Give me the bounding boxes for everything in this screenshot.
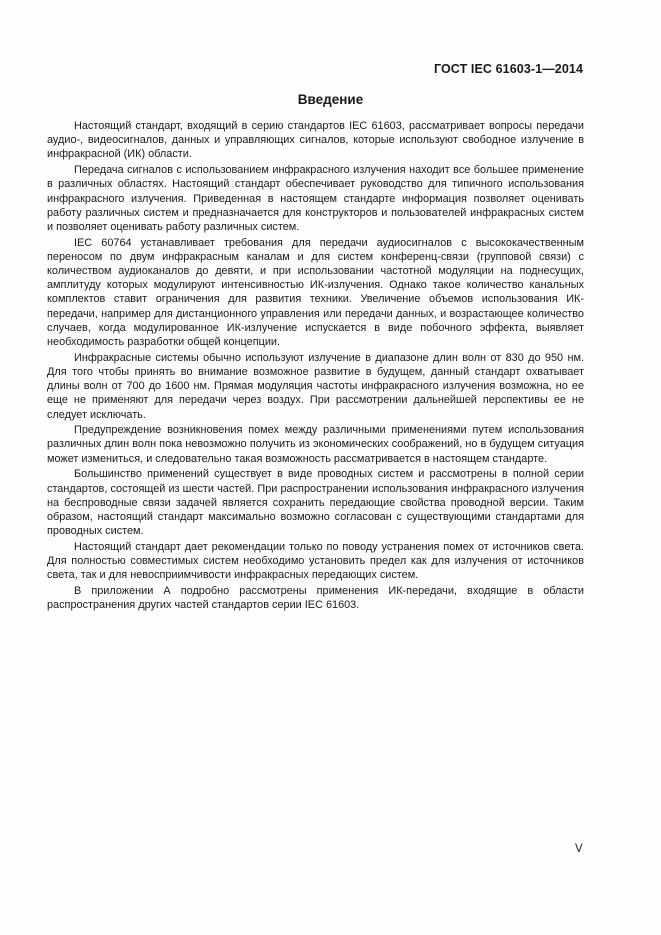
paragraph: Большинство применений существует в виде проводных систем и рассмотрены в полной серии стандартов, состоящей из шести частей. При распространении использования инфракрасного излучения на беспроводные связи задачей является сохранить передающие свойства проводной версии. Таким образом, настоящий стандарт максимально возможно согласован с существующими стандартами для проводных систем. <box>47 468 584 538</box>
section-title: Введение <box>297 92 364 107</box>
document-code: ГОСТ IEC 61603-1—2014 <box>433 62 583 76</box>
paragraph: Настоящий стандарт дает рекомендации только по поводу устранения помех от источников света. Для полностью совместимых систем необходимо установить предел как для излучения от источников света, так и для невосприимчивости инфракрасных передающих систем. <box>47 540 584 582</box>
paragraph: IEC 60764 устанавливает требования для передачи аудиосигналов с высококачественным переносом по двум инфракрасным каналам и для систем конференц-связи (групповой связи) с количеством аудиоканалов до девяти, и при использовании частотной модуляции на поднесущих, амплитуду которых модулируют интенсивностью ИК-излучения. Однако такое количество канальных комплектов ставит ограничения для развития техники. Увеличение объемов использования ИК-передачи, например для дистанционного управления или передачи данных, и возрастающее количество случаев, когда модулированное ИК-излучение испускается в виде побочного эффекта, выявляет необходимость разработки общей концепции. <box>47 236 584 349</box>
paragraph: В приложении А подробно рассмотрены применения ИК-передачи, входящие в области распространения других частей стандартов серии IEC 61603. <box>47 585 584 612</box>
page-number: V <box>575 843 583 855</box>
paragraph: Передача сигналов с использованием инфракрасного излучения находит все большее применение в различных областях. Настоящий стандарт обеспечивает руководство для типичного использования инфракрасного излучения. Приведенная в настоящем стандарте информация позволяет оценивать работу различных систем и предназначается для конструкторов и пользователей инфракрасных систем и позволяет оценивать работу различных систем. <box>47 164 584 233</box>
paragraph: Настоящий стандарт, входящий в серию стандартов IEC 61603, рассматривает вопросы передачи аудио-, видеосигналов, данных и управляющих сигналов, которые используют свободное излучение в инфракрасной (ИК) области. <box>47 120 584 161</box>
paragraph: Инфракрасные системы обычно используют излучение в диапазоне длин волн от 830 до 950 нм. Для того чтобы принять во внимание возможное развитие в будущем, данный стандарт охватывает длины волн от 700 до 1600 нм. Прямая модуляция частоты инфракрасного излучения возможна, но ее еще не применяют для передачи через воздух. При рассмотрении дальнейшей перспективы ее не следует исключать. <box>47 351 584 421</box>
paragraph: Предупреждение возникновения помех между различными применениями путем использования различных длин волн пока невозможно получить из экономических соображений, но в будущем ситуация может измениться, и следовательно такая возможность рассматривается в настоящем стандарте. <box>47 424 584 465</box>
section-body <box>47 119 584 614</box>
